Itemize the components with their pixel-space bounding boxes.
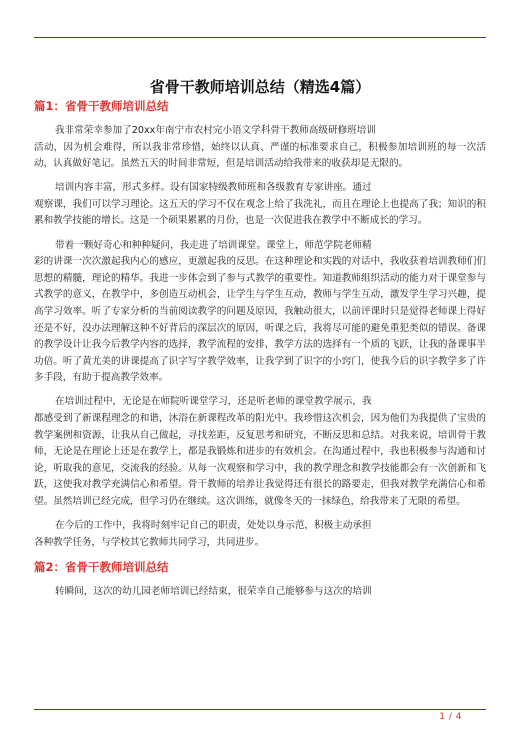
- paragraph-first-line: 带着一颗好奇心和种种疑问，我走进了培训课堂。课堂上，师范学院老师精: [55, 239, 372, 251]
- paragraph: [34, 394, 486, 510]
- section-heading-2: 篇2：省骨干教师培训总结: [34, 559, 169, 574]
- paragraph: [34, 518, 486, 551]
- paragraph: [34, 180, 486, 230]
- section-heading-1: 篇1：省骨干教师培训总结: [34, 99, 169, 113]
- paragraph: [34, 584, 486, 601]
- paragraph-text: 观察课，我们可以学习理论。这五天的学习不仅在观念上给了我洗礼，而且在理论上也提高了我；知识的积累和教学技能的增长。这是一个硕果累累的月份，也是一次促进我在教学中不断成长的学习。: [34, 198, 486, 227]
- document-body: [34, 98, 486, 608]
- paragraph: [34, 238, 486, 387]
- header-rule: [34, 37, 486, 38]
- page-number: 1 / 4: [439, 712, 462, 722]
- paragraph-text: 都感受到了新课程理念的和谐，沐浴在新课程改革的阳光中。我珍惜这次机会，因为他们为我提供了宝贵的教学案例和资源，让我从自己做起，寻找差距，反复思考和研究，不断反思和总结。对我来说，培训骨干教师，无论是在理论上还是在教学上，都是我锻炼和进步的有效机会。在沟通过程中，我也积极参与沟通和讨论，听取我的意见，交流我的经验。从每一次观察和学习中，我的教学理念和教学技能都会有一次创新和飞跃，这使我对教学充满信心和希望。骨干教师的培养让我觉得还有很长的路要走，但我对教学充满信心和希望。虽然培训已经完成，但学习仍在继续。这次训练，就像冬天的一抹绿色，给我带来了无限的希望。: [34, 413, 486, 507]
- paragraph-first-line: 转瞬间，这次的幼儿园老师培训已经结束，很荣幸自己能够参与这次的培训: [55, 585, 372, 597]
- footer-rule: [34, 709, 486, 710]
- paragraph: [34, 123, 486, 173]
- paragraph-first-line: 我非常荣幸参加了20xx年南宁市农村完小语文学科骨干教师高级研修班培训: [55, 125, 376, 136]
- paragraph-text: 各种教学任务，与学校其它教师共同学习，共同进步。: [34, 536, 265, 548]
- document-title: 省骨干教师培训总结（精选4篇）: [149, 78, 371, 97]
- paragraph-text: 活动，因为机会难得，所以我非常珍惜，始终以认真、严谨的标准要求自己，积极参加培训班的每一次活动，认真做好笔记。虽然五天的时间非常短，但是培训活动给我带来的收获却是无限的。: [34, 141, 486, 170]
- paragraph-text: 彩的讲课一次次激起我内心的感应，更激起我的反思。在这种理论和实践的对话中，我收获着培训教师们们思想的精髓，理论的精华。我进一步体会到了参与式教学的重要性。知道教师组织活动的能力对于课堂参与式教学的意义，在教学中，多创造互动机会，让学生与学生互动，教师与学生互动，激发学生学习兴趣，提高学习效率。听了专家分析的当前阅读教学的问题及原因，我触动很大，以前评课时只是觉得老师课上得好还是不好，没办法理解这种不好背后的深层次的原因，听课之后，我将尽可能的避免重犯类似的错误。备课的教学设计让我今后教学内容的选择，教学流程的安排，教学方法的选择有一个质的飞跃，让我的备课事半功倍。听了黄尤美的讲课提高了识字写字教学效率，让我学到了识字的小窍门，使我今后的识字教学多了许多手段，有助于提高教学效率。: [34, 256, 486, 384]
- paragraph-first-line: 在培训过程中，无论是在师院听课堂学习，还是听老师的课堂教学展示，我: [55, 396, 372, 408]
- paragraph-first-line: 培训内容丰富，形式多样。设有国家特级教师班和各级教育专家讲座。通过: [55, 182, 372, 194]
- paragraph-first-line: 在今后的工作中，我将时刻牢记自己的职责，处处以身示范，积极主动承担: [55, 520, 372, 532]
